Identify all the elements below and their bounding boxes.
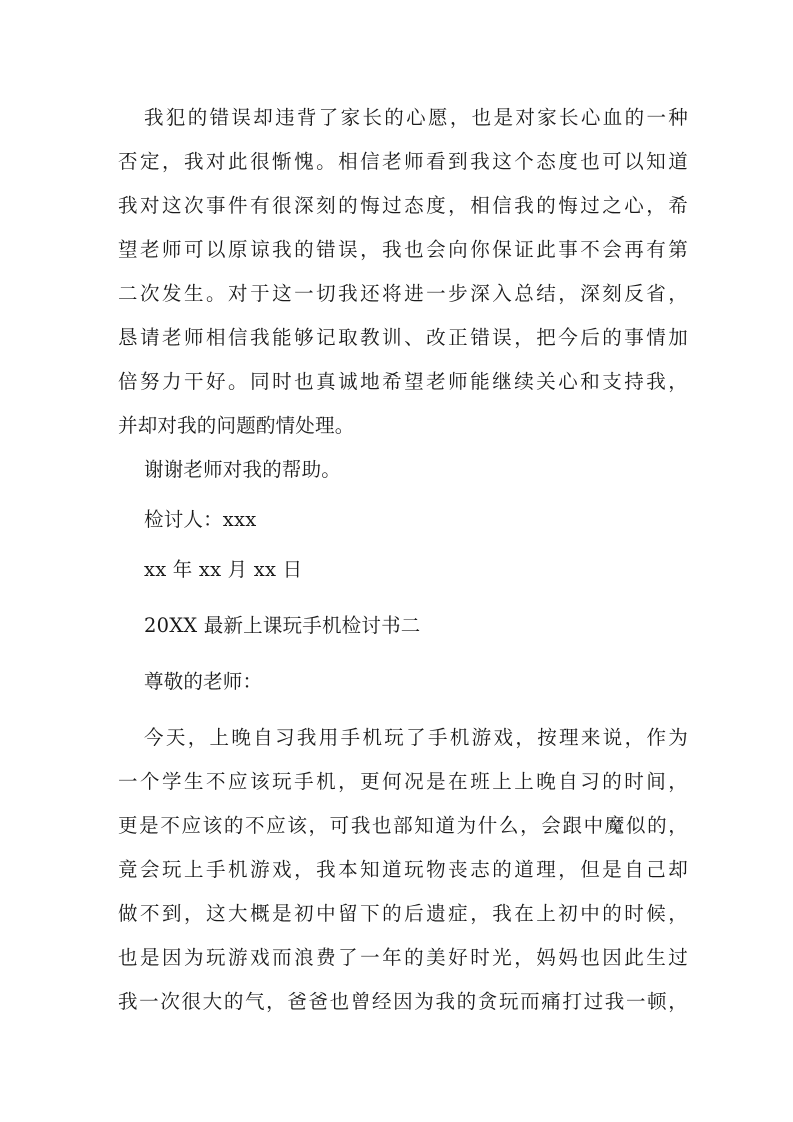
paragraph1-line-6: 恳请老师相信我能够记取教训、改正错误，把今后的事情加 [118,326,688,349]
signer-line: 检讨人：xxx [144,508,257,531]
paragraph1-line-8: 并却对我的问题酌情处理。 [118,414,355,437]
paragraph2-line-2: 一个学生不应该玩手机，更何况是在班上上晚自习的时间， [118,770,688,793]
paragraph1-line-3: 我对这次事件有很深刻的悔过态度，相信我的悔过之心，希 [118,194,688,217]
paragraph1-line-7: 倍努力干好。同时也真诚地希望老师能继续关心和支持我， [118,370,688,393]
paragraph2-line-1: 今天，上晚自习我用手机玩了手机游戏，按理来说，作为 [144,726,688,749]
paragraph1-line-1: 我犯的错误却违背了家长的心愿，也是对家长心血的一种 [144,106,688,129]
section-title: 20XX 最新上课玩手机检讨书二 [144,614,421,637]
paragraph1-line-4: 望老师可以原谅我的错误，我也会向你保证此事不会再有第 [118,238,688,261]
thanks-line: 谢谢老师对我的帮助。 [144,458,342,481]
paragraph1-line-5: 二次发生。对于这一切我还将进一步深入总结，深刻反省， [118,282,688,305]
paragraph2-line-6: 也是因为玩游戏而浪费了一年的美好时光，妈妈也因此生过 [118,946,688,969]
paragraph2-line-3: 更是不应该的不应该，可我也部知道为什么，会跟中魔似的， [118,814,688,837]
paragraph1-line-2: 否定，我对此很惭愧。相信老师看到我这个态度也可以知道 [118,150,688,173]
paragraph2-line-5: 做不到，这大概是初中留下的后遗症，我在上初中的时候， [118,902,688,925]
date-line: xx 年 xx 月 xx 日 [144,558,303,581]
paragraph2-line-4: 竟会玩上手机游戏，我本知道玩物丧志的道理，但是自己却 [118,858,688,881]
salutation: 尊敬的老师： [144,670,263,693]
paragraph2-line-7: 我一次很大的气，爸爸也曾经因为我的贪玩而痛打过我一顿， [118,990,688,1013]
